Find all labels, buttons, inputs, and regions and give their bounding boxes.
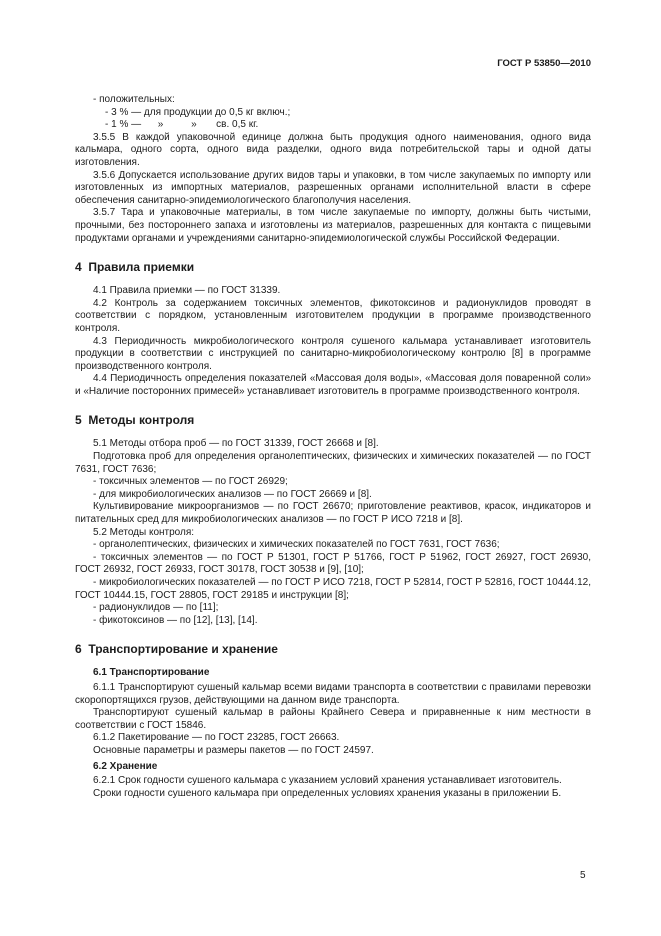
sub-heading: 6.2 Хранение bbox=[93, 760, 158, 772]
section-heading: 4 Правила приемки bbox=[75, 260, 195, 275]
paragraph: 3.5.5 В каждой упаковочной единице должна быть продукция одного наименования, одного вида кальмара, одного сорта, одного вида разделки, одного вида потребительской тары и одной даты изготовления. bbox=[75, 131, 591, 168]
paragraph: 6.1.1 Транспортируют сушеный кальмар всеми видами транспорта в соответствии с правилами перевозки скоропортящихся грузов, действующими на данном виде транспорта. bbox=[75, 681, 591, 706]
paragraph: Транспортируют сушеный кальмар в районы Крайнего Севера и приравненные к ним местности в соответствии с ГОСТ 15846. bbox=[75, 707, 591, 731]
paragraph: Культивирование микроорганизмов — по ГОСТ 26670; приготовление реактивов, красок, индикаторов и питательных сред для микробиологических анализов — по ГОСТ Р ИСО 7218 и [8]. bbox=[75, 501, 591, 526]
paragraph: 4.2 Контроль за содержанием токсичных элементов, фикотоксинов и радионуклидов проводят в соответствии с порядком, установленным изготовителем продукции в программе производственного контроля. bbox=[75, 297, 591, 334]
paragraph: 4.4 Периодичность определения показателей «Массовая доля воды», «Массовая доля поваренной соли» и «Наличие посторонних примесей» устанавливает изготовитель в программе производственного контроля. bbox=[75, 373, 591, 397]
paragraph: 6.1.2 Пакетирование — по ГОСТ 23285, ГОСТ 26663. bbox=[93, 732, 340, 744]
paragraph: - токсичных элементов — по ГОСТ 26929; bbox=[93, 476, 288, 488]
page-number: 5 bbox=[580, 870, 586, 881]
paragraph: 3.5.7 Тара и упаковочные материалы, в том числе закупаемые по импорту, должны быть чистыми, прочными, без постороннего запаха и изготовлены из материалов, разрешенных для контакта с пищевыми продуктами органами и учреждениями санитарно-эпидемиологической службы Российской Федерации. bbox=[75, 207, 591, 244]
paragraph: - для микробиологических анализов — по ГОСТ 26669 и [8]. bbox=[93, 488, 372, 500]
paragraph: Основные параметры и размеры пакетов — по ГОСТ 24597. bbox=[93, 744, 374, 756]
paragraph: - органолептических, физических и химических показателей по ГОСТ 7631, ГОСТ 7636; bbox=[93, 539, 500, 551]
sub-heading: 6.1 Транспортирование bbox=[93, 667, 210, 679]
list-item: - 1 % — » » св. 0,5 кг. bbox=[105, 119, 259, 131]
list-item: - 3 % — для продукции до 0,5 кг включ.; bbox=[105, 106, 291, 118]
paragraph: - микробиологических показателей — по ГОСТ Р ИСО 7218, ГОСТ Р 52814, ГОСТ Р 52816, ГОСТ 10444.12, ГОСТ 10444.15, ГОСТ 28805, ГОСТ 29185 и инструкции [8]; bbox=[75, 577, 591, 601]
paragraph: - токсичных элементов — по ГОСТ Р 51301, ГОСТ Р 51766, ГОСТ Р 51962, ГОСТ 26927, ГОСТ 26930, ГОСТ 26932, ГОСТ 26933, ГОСТ 30178, ГОСТ 30538 и [9], [10]; bbox=[75, 551, 591, 576]
section-heading: 5 Методы контроля bbox=[75, 413, 195, 428]
document-content bbox=[75, 94, 591, 800]
document-number-header: ГОСТ Р 53850—2010 bbox=[497, 58, 591, 69]
section-heading: 6 Транспортирование и хранение bbox=[75, 642, 278, 657]
paragraph: - положительных: bbox=[93, 94, 175, 105]
document-page bbox=[75, 58, 591, 800]
paragraph: 5.1 Методы отбора проб — по ГОСТ 31339, ГОСТ 26668 и [8]. bbox=[93, 438, 379, 450]
paragraph: Подготовка проб для определения органолептических, физических и химических показателей — по ГОСТ 7631, ГОСТ 7636; bbox=[75, 451, 591, 475]
paragraph: 5.2 Методы контроля: bbox=[93, 526, 195, 538]
paragraph: Сроки годности сушеного кальмара при определенных условиях хранения указаны в приложении Б. bbox=[93, 787, 562, 799]
paragraph: 4.3 Периодичность микробиологического контроля сушеного кальмара устанавливает изготовитель продукции в соответствии с инструкцией по санитарно-микробиологическому контролю [8] в программе производственного контроля. bbox=[75, 335, 591, 372]
paragraph: 6.2.1 Срок годности сушеного кальмара с указанием условий хранения устанавливает изготовитель. bbox=[93, 775, 562, 787]
paragraph: - радионуклидов — по [11]; bbox=[93, 602, 219, 614]
paragraph: - фикотоксинов — по [12], [13], [14]. bbox=[93, 614, 258, 626]
paragraph: 3.5.6 Допускается использование других видов тары и упаковки, в том числе закупаемых по импорту или изготовленных из импортных материалов, разрешенных органами исполнительной власти в сфере обеспечения санитарно-эпидемиологического благополучия населения. bbox=[75, 169, 591, 206]
paragraph: 4.1 Правила приемки — по ГОСТ 31339. bbox=[93, 285, 281, 297]
